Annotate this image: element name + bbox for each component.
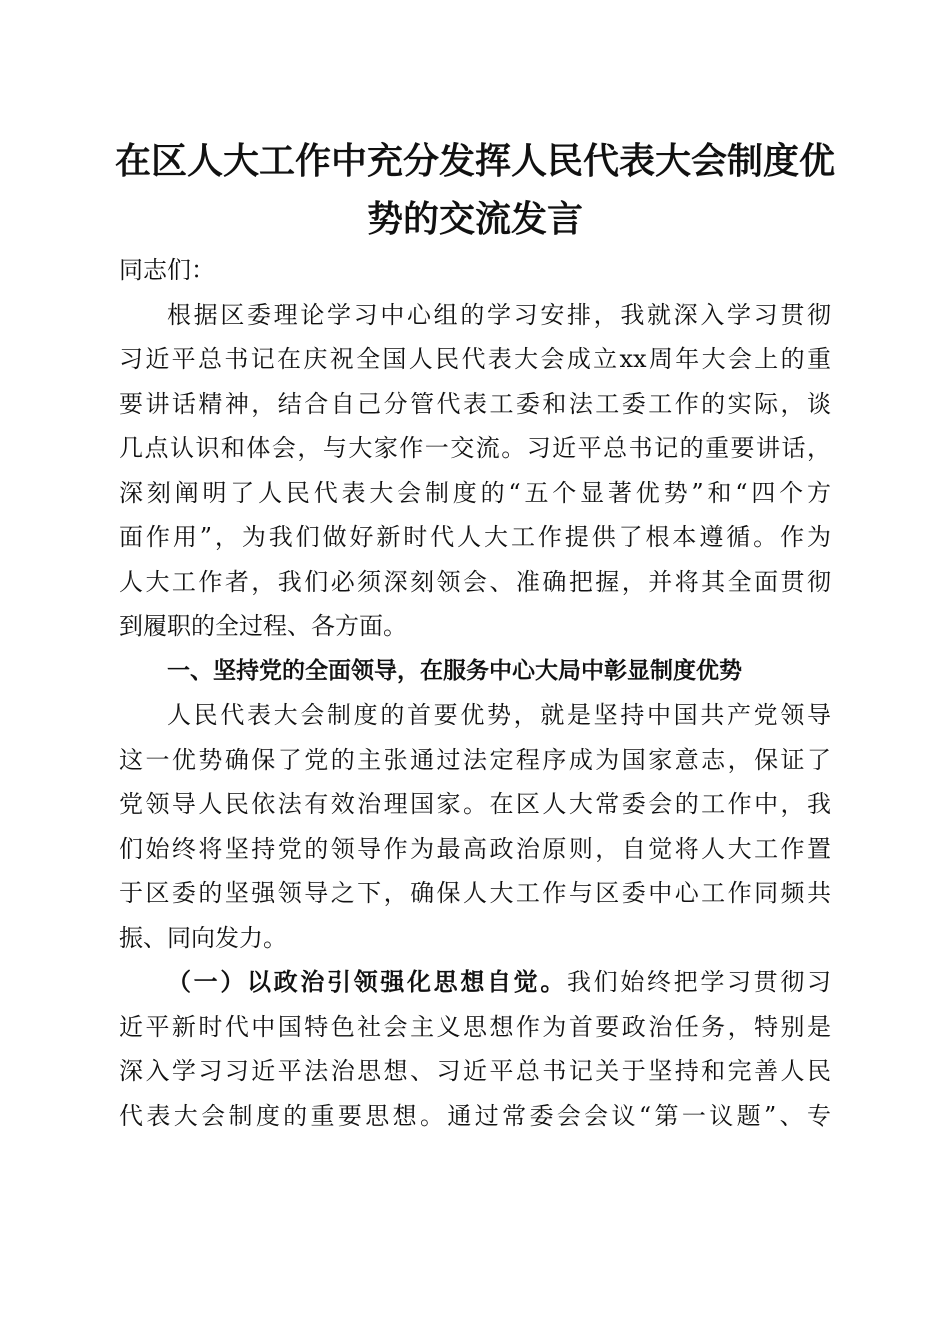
salutation: 同志们： bbox=[119, 256, 215, 284]
document-body bbox=[119, 248, 831, 1138]
document-title bbox=[100, 132, 850, 248]
paragraph-line: 根据区委理论学习中心组的学习安排，我就深入学习贯彻 bbox=[167, 300, 831, 329]
paragraph-3 bbox=[119, 960, 831, 1138]
paragraph-line: 深入学习习近平法治思想、习近平总书记关于坚持和完善人民 bbox=[119, 1057, 831, 1085]
paragraph-line: 几点认识和体会，与大家作一交流。习近平总书记的重要讲话， bbox=[119, 434, 831, 462]
paragraph-1 bbox=[119, 293, 831, 649]
title-line-1: 在区人大工作中充分发挥人民代表大会制度优 bbox=[114, 140, 835, 182]
paragraph-line: 这一优势确保了党的主张通过法定程序成为国家意志，保证了 bbox=[119, 745, 831, 774]
paragraph-line: 代表大会制度的重要思想。通过常委会会议“第一议题”、专 bbox=[119, 1101, 831, 1130]
paragraph-line: 党领导人民依法有效治理国家。在区人大常委会的工作中，我 bbox=[119, 790, 831, 818]
paragraph-2 bbox=[119, 693, 831, 960]
paragraph-line: 面作用”，为我们做好新时代人大工作提供了根本遵循。作为 bbox=[119, 523, 831, 551]
title-line-2: 势的交流发言 bbox=[366, 198, 583, 240]
paragraph-line: 习近平总书记在庆祝全国人民代表大会成立xx周年大会上的重 bbox=[119, 345, 831, 373]
paragraph-line: 们始终将坚持党的领导作为最高政治原则，自觉将人大工作置 bbox=[119, 834, 831, 863]
paragraph-line: 近平新时代中国特色社会主义思想作为首要政治任务，特别是 bbox=[119, 1012, 831, 1041]
paragraph-line bbox=[119, 960, 831, 1005]
paragraph-line: 振、同向发力。 bbox=[119, 923, 287, 952]
paragraph-line: 到履职的全过程、各方面。 bbox=[119, 612, 407, 640]
paragraph-line: 于区委的坚强领导之下，确保人大工作与区委中心工作同频共 bbox=[119, 879, 831, 907]
section-heading-1: 一、坚持党的全面领导，在服务中心大局中彰显制度优势 bbox=[167, 657, 742, 684]
paragraph-line: 深刻阐明了人民代表大会制度的“五个显著优势”和“四个方 bbox=[119, 478, 831, 507]
paragraph-3-first-tail: 我们始终把学习贯彻习 bbox=[567, 968, 831, 996]
paragraph-line: 人大工作者，我们必须深刻领会、准确把握，并将其全面贯彻 bbox=[119, 567, 831, 596]
subheading-1: （一）以政治引领强化思想自觉。 bbox=[167, 967, 567, 996]
paragraph-line: 人民代表大会制度的首要优势，就是坚持中国共产党领导 bbox=[167, 701, 831, 729]
paragraph-line: 要讲话精神，结合自己分管代表工委和法工委工作的实际，谈 bbox=[119, 389, 831, 418]
